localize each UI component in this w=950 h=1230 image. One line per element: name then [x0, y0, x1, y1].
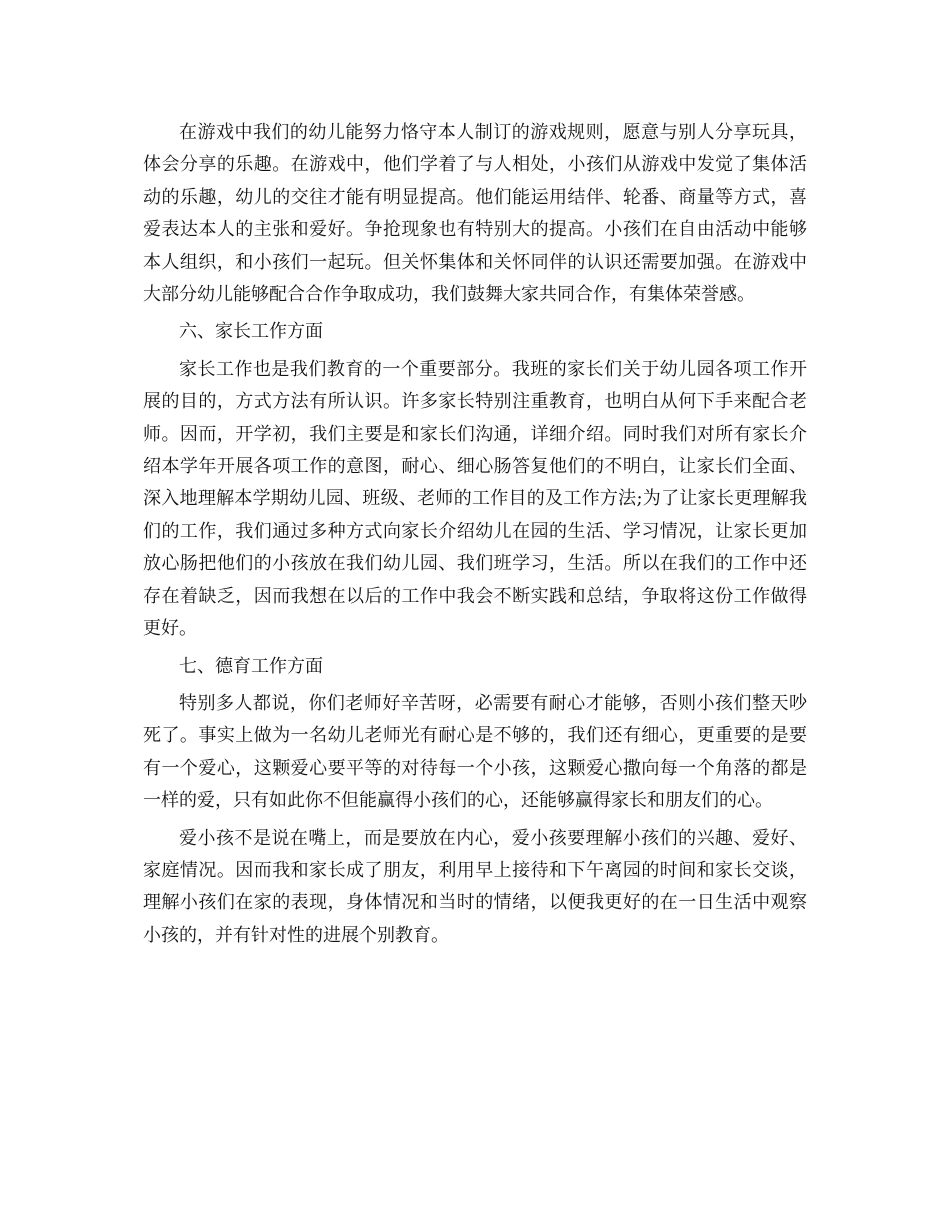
paragraph-moral-education: 特别多人都说，你们老师好辛苦呀，必需要有耐心才能够，否则小孩们整天吵死了。事实上做为一名幼儿老师光有耐心是不够的，我们还有细心，更重要的是要有一个爱心，这颗爱心要平等的对待每一个小孩，这颗爱心撒向每一个角落的都是一样的爱，只有如此你不但能赢得小孩们的心，还能够赢得家长和朋友们的心。: [143, 692, 807, 812]
section-heading-moral-education: 七、德育工作方面: [179, 655, 323, 677]
paragraph-parent-work: 家长工作也是我们教育的一个重要部分。我班的家长们关于幼儿园各项工作开展的目的，方式方法有所认识。许多家长特别注重教育，也明白从何下手来配合老师。因而，开学初，我们主要是和家长们沟通，详细介绍。同时我们对所有家长介绍本学年开展各项工作的意图，耐心、细心肠答复他们的不明白，让家长们全面、深入地理解本学期幼儿园、班级、老师的工作目的及工作方法;为了让家长更理解我们的工作，我们通过多种方式向家长介绍幼儿在园的生活、学习情况，让家长更加放心肠把他们的小孩放在我们幼儿园、我们班学习，生活。所以在我们的工作中还存在着缺乏，因而我想在以后的工作中我会不断实践和总结，争取将这份工作做得更好。: [143, 358, 807, 640]
paragraph-love-children: 爱小孩不是说在嘴上，而是要放在内心，爱小孩要理解小孩们的兴趣、爱好、家庭情况。因而我和家长成了朋友，利用早上接待和下午离园的时间和家长交谈，理解小孩们在家的表现，身体情况和当时的情绪，以便我更好的在一日生活中观察小孩的，并有针对性的进展个别教育。: [143, 827, 807, 946]
section-heading-parent-work: 六、家长工作方面: [179, 321, 323, 343]
document-page: [143, 117, 807, 952]
paragraph-game-rules: 在游戏中我们的幼儿能努力恪守本人制订的游戏规则，愿意与别人分享玩具，体会分享的乐趣。在游戏中，他们学着了与人相处，小孩们从游戏中发觉了集体活动的乐趣，幼儿的交往才能有明显提高。他们能运用结伴、轮番、商量等方式，喜爱表达本人的主张和爱好。争抢现象也有特别大的提高。小孩们在自由活动中能够本人组织，和小孩们一起玩。但关怀集体和关怀同伴的认识还需要加强。在游戏中大部分幼儿能够配合合作争取成功，我们鼓舞大家共同合作，有集体荣誉感。: [143, 122, 807, 306]
